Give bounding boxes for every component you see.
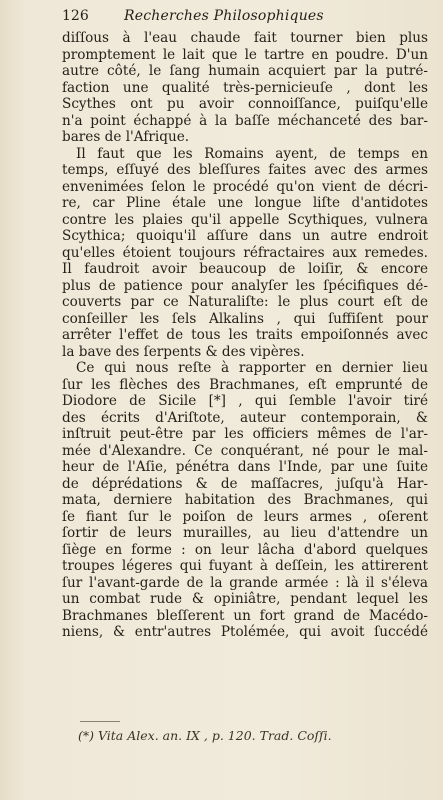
- text-line: Diodore de Sicile [*] , qui ſemble l'avoir tiré: [62, 393, 428, 409]
- text-line: un combat rude & opiniâtre, pendant lequel les: [62, 591, 428, 607]
- text-line: ſortir de leurs murailles, au lieu d'attendre un: [62, 525, 428, 541]
- text-line: mata, derniere habitation des Brachmanes, qui: [62, 492, 428, 508]
- text-line: la bave des ſerpents & des vipères.: [62, 343, 305, 360]
- text-line: promptement le lait que le tartre en poudre. D'un: [62, 46, 428, 63]
- text-line: Scythica; quoiqu'il aſſure dans un autre endroit: [62, 228, 428, 244]
- text-line: arrêter l'effet de tous les traits empoiſonnés avec: [62, 327, 428, 343]
- paragraph-start-line: Il faut que les Romains ayent, de temps en: [76, 145, 428, 162]
- text-line: autre côté, le ſang humain acquiert par la putré-: [62, 63, 428, 79]
- text-line: ſur les flèches des Brachmanes, eſt emprunté de: [62, 376, 428, 393]
- text-line: niens, & entr'autres Ptolémée, qui avoit ſuccédé: [62, 624, 428, 640]
- text-line: troupes légeres qui fuyant à deſſein, les attirerent: [62, 558, 428, 574]
- body-text: [62, 30, 428, 641]
- text-line: faction une qualité très-pernicieuſe , dont les: [62, 79, 428, 96]
- text-line: re, car Pline étale une longue liſte d'antidotes: [62, 195, 428, 211]
- text-line: heur de l'Aſie, pénétra dans l'Inde, par une ſuite: [62, 459, 428, 475]
- text-line: de déprédations & de maſſacres, juſqu'à Har-: [62, 475, 428, 492]
- text-line: couverts par ce Naturaliſte: le plus court eſt de: [62, 294, 428, 310]
- text-line: plus de patience pour analyſer les ſpécifiques dé-: [62, 277, 428, 294]
- text-line: diſſous à l'eau chaude fait tourner bien plus: [62, 30, 428, 46]
- footnote: (*) Vita Alex. an. IX , p. 120. Trad. Coſſi.: [78, 728, 332, 743]
- text-line: mée d'Alexandre. Ce conquérant, né pour le mal-: [62, 442, 428, 459]
- page-number: 126: [62, 8, 89, 24]
- text-line: qu'elles étoient toujours réfractaires aux remedes.: [62, 244, 428, 261]
- text-line: temps, eſſuyé des bleſſures faites avec des armes: [62, 162, 428, 178]
- text-line: ſe fiant ſur le poiſon de leurs armes , oſerent: [62, 508, 428, 525]
- text-line: ſiège en forme : on leur lâcha d'abord quelques: [62, 541, 428, 558]
- paragraph-start-line: Ce qui nous reſte à rapporter en dernier lieu: [76, 360, 428, 376]
- text-line: des écrits d'Ariſtote, auteur contemporain, &: [62, 409, 428, 426]
- running-title: Recherches Philosophiques: [124, 8, 324, 24]
- text-line: Brachmanes bleſſerent un fort grand de Macédo-: [62, 607, 428, 624]
- page-header: [62, 8, 392, 26]
- text-line: Scythes ont pu avoir connoiſſance, puiſqu'elle: [62, 96, 428, 112]
- text-line: conſeiller les ſels Alkalins , qui ſuffiſent pour: [62, 310, 428, 327]
- text-line: ſur l'avant-garde de la grande armée : là il s'éleva: [62, 574, 428, 591]
- text-line: Il faudroit avoir beaucoup de loiſir, & encore: [62, 261, 428, 277]
- text-line: bares de l'Afrique.: [62, 129, 190, 145]
- text-line: inſtruit peut-être par les officiers mêmes de l'ar-: [62, 426, 428, 442]
- text-line: contre les plaies qu'il appelle Scythiques, vulnera: [62, 211, 428, 228]
- footnote-rule: [80, 721, 120, 722]
- text-line: envenimées ſelon le procédé qu'on vient de décri-: [62, 178, 428, 195]
- text-line: n'a point échappé à la baſſe méchanceté des bar-: [62, 112, 428, 129]
